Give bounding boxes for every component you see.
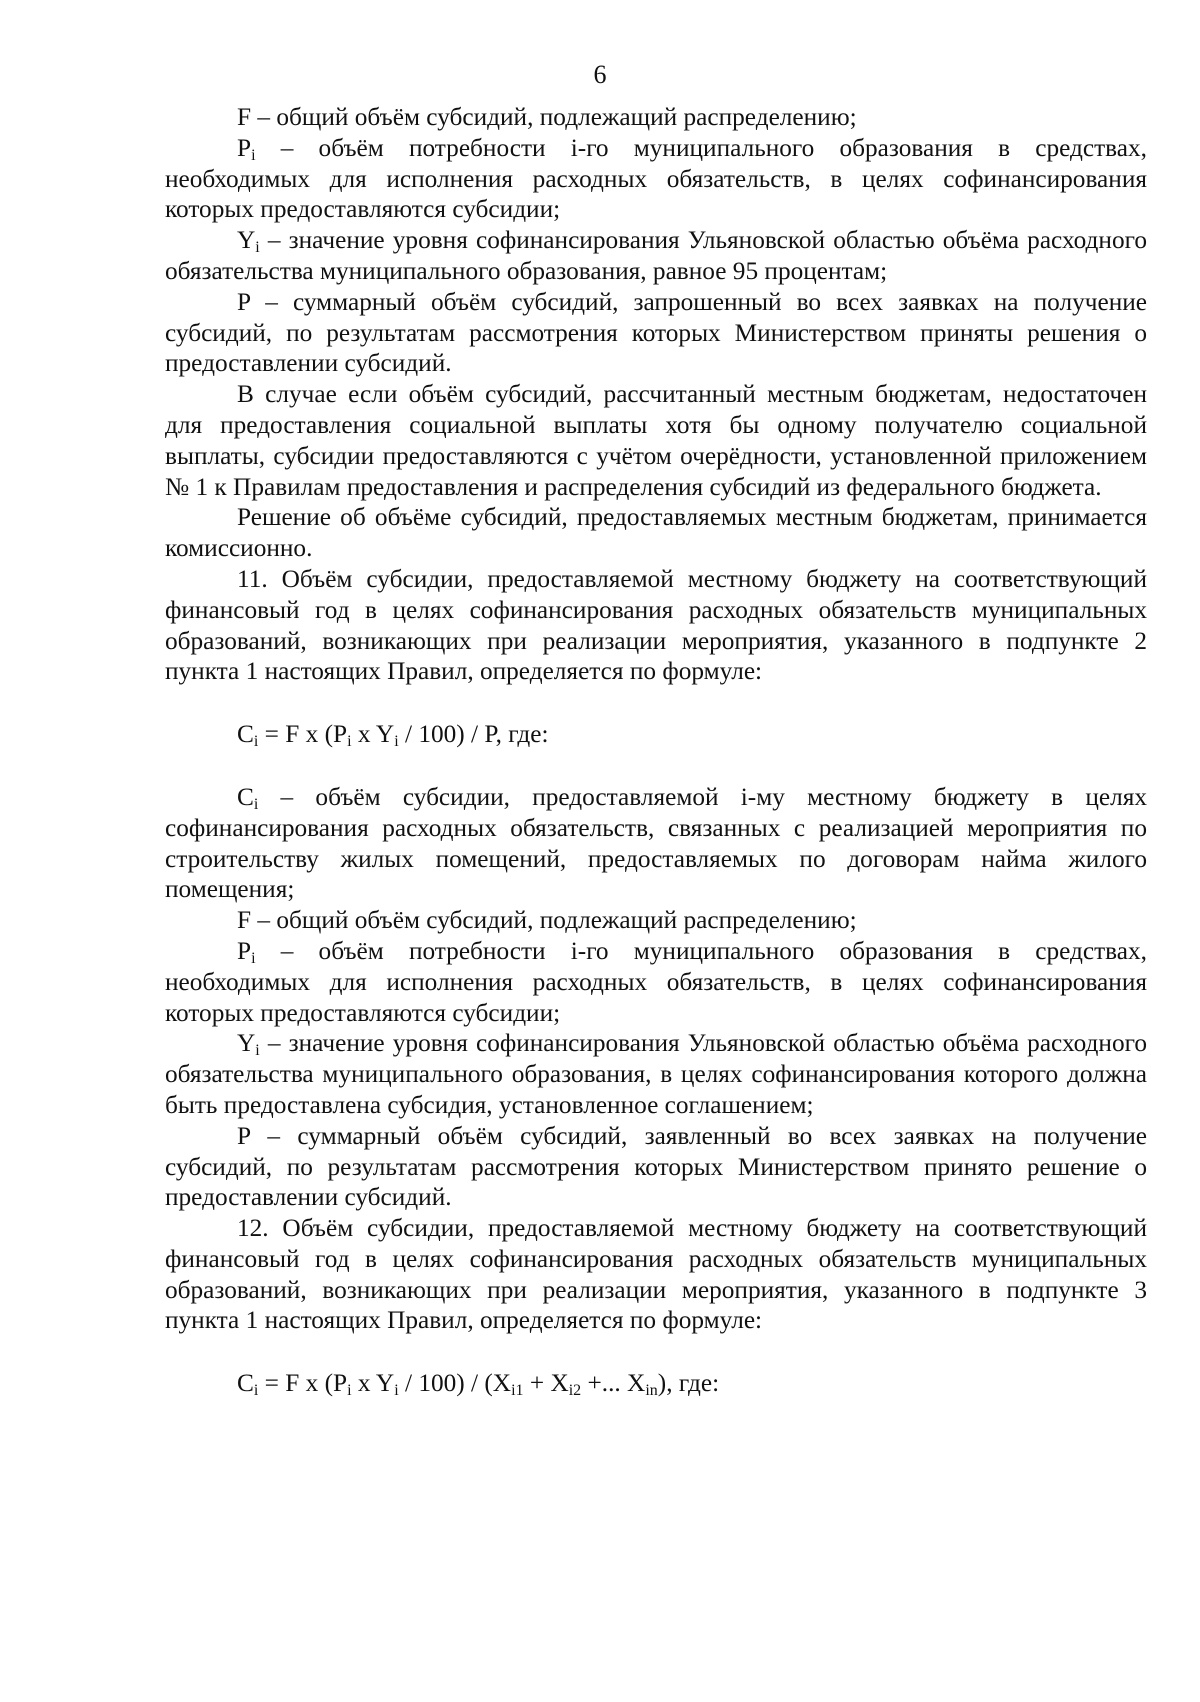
- formula-1: $C_i = F$ x ($P_i$ x $Y_i / 100$) / P, где:: [237, 720, 549, 751]
- document-body: [165, 102, 1147, 1399]
- clause-12: 12. Объём субсидии, предоставляемой местному бюджету на соответствующий финансовый год в целях софинансирования расходных обязательств муниципальных образований, возникающих при реализации мероприятия, указанного в подпункте 3 пункта 1 настоящих Правил, определяется по формуле:: [165, 1214, 1147, 1335]
- definition-pi: $P_i$ – объём потребности i-го муниципального образования в средствах, необходимых для исполнения расходных обязательств, в целях софинансирования которых предоставляются субсидии;: [165, 133, 1147, 224]
- definition-yi-2: $Y_i$ – значение уровня софинансирования Ульяновской областью объёма расходного обязательства муниципального образования, в целях софинансирования которого должна быть предоставлена субсидия, установленное соглашением;: [165, 1029, 1147, 1119]
- formula-2: $C_i = F$ x ($P_i$ x $Y_i / 100) / (X_{i1} + X_{i2}$ +... $X_{in}$), где:: [237, 1369, 720, 1400]
- definition-p-2: P – суммарный объём субсидий, заявленный во всех заявках на получение субсидий, по результатам рассмотрения которых Министерством принято решение о предоставлении субсидий.: [165, 1121, 1147, 1212]
- paragraph-insufficient-subsidy: В случае если объём субсидий, рассчитанный местным бюджетам, недостаточен для предоставления социальной выплаты хотя бы одному получателю социальной выплаты, субсидии предоставляются с учётом очерёдности, установленной приложением № 1 к Правилам предоставления и распределения субсидий из федерального бюджета.: [165, 380, 1147, 501]
- definition-f-2: F – общий объём субсидий, подлежащий распределению;: [237, 906, 857, 935]
- definition-ci: $C_i$ – объём субсидии, предоставляемой i-му местному бюджету в целях софинансирования расходных обязательств, связанных с реализацией мероприятия по строительству жилых помещений, предоставляемых по договорам найма жилого помещения;: [165, 782, 1147, 904]
- definition-p: P – суммарный объём субсидий, запрошенный во всех заявках на получение субсидий, по результатам рассмотрения которых Министерством приняты решения о предоставлении субсидий.: [165, 287, 1147, 378]
- definition-f: F – общий объём субсидий, подлежащий распределению;: [237, 103, 857, 131]
- clause-11: 11. Объём субсидии, предоставляемой местному бюджету на соответствующий финансовый год в целях софинансирования расходных обязательств муниципальных образований, возникающих при реализации мероприятия, указанного в подпункте 2 пункта 1 настоящих Правил, определяется по формуле:: [165, 564, 1147, 686]
- paragraph-commission-decision: Решение об объёме субсидий, предоставляемых местным бюджетам, принимается комиссионно.: [165, 503, 1147, 563]
- definition-pi-2: $P_i$ – объём потребности i-го муниципального образования в средствах, необходимых для исполнения расходных обязательств, в целях софинансирования которых предоставляются субсидии;: [165, 936, 1147, 1027]
- definition-yi: $Y_i$ – значение уровня софинансирования Ульяновской областью объёма расходного обязательства муниципального образования, равное 95 процентам;: [165, 226, 1147, 285]
- page-number: 6: [593, 60, 607, 89]
